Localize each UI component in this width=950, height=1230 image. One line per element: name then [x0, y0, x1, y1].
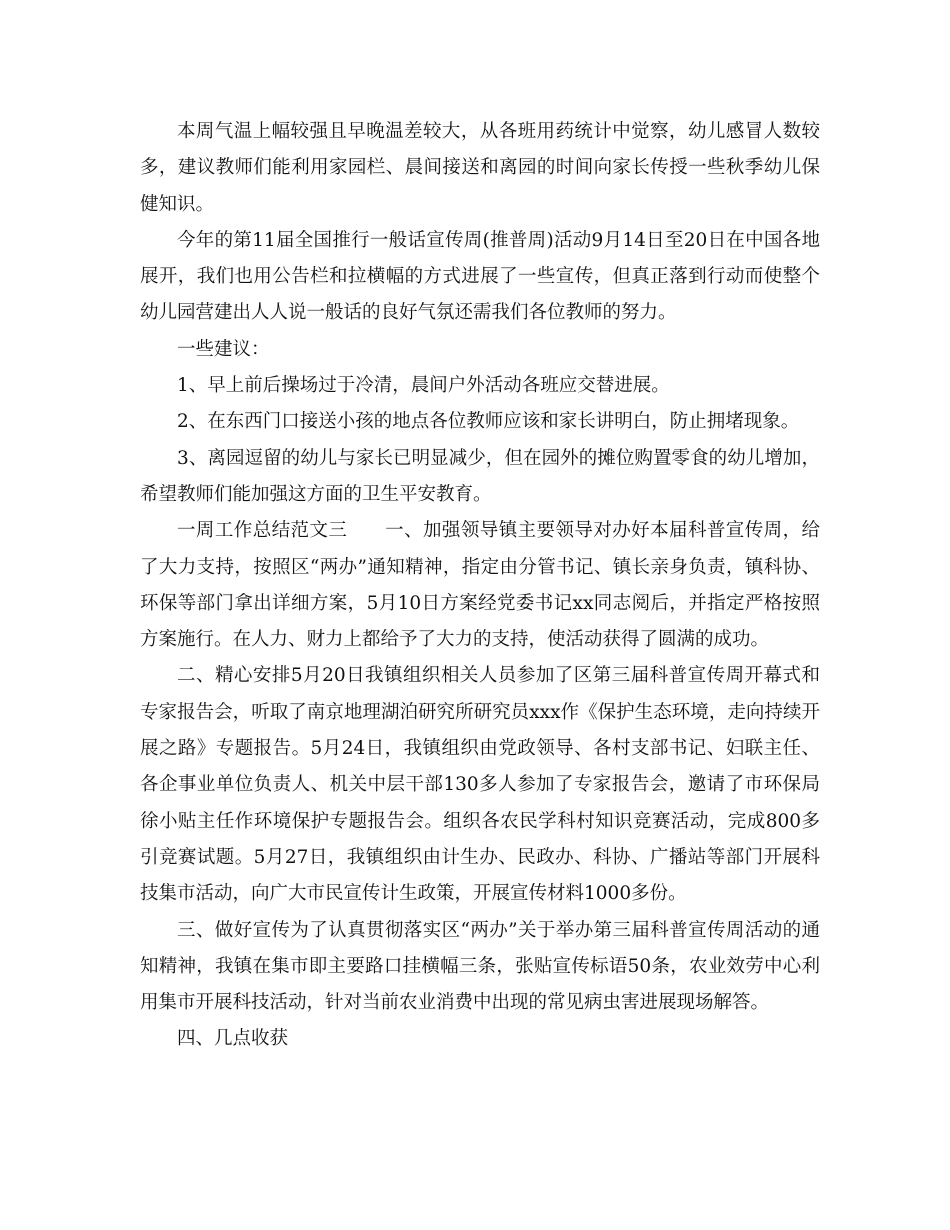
paragraph-suggestion-3: 3、离园逗留的幼儿与家长已明显减少，但在园外的摊位购置零食的幼儿增加，希望教师们能加强这方面的卫生平安教育。: [140, 447, 820, 505]
document-body: [140, 114, 820, 1058]
paragraph-gains-heading: 四、几点收获: [177, 1028, 289, 1050]
paragraph-summary-three-leadership: 一周工作总结范文三 一、加强领导镇主要领导对办好本届科普宣传周，给了大力支持，按照区“两办”通知精神，指定由分管书记、镇长亲身负责，镇科协、环保等部门拿出详细方案，5月10日方案经党委书记xx同志阅后，并指定严格按照方案施行。在人力、财力上都给予了大力的支持，使活动获得了圆满的成功。: [140, 520, 820, 651]
paragraph-suggestion-1: 1、早上前后操场过于冷清，晨间户外活动各班应交替进展。: [177, 375, 670, 397]
paragraph-health-advice: 本周气温上幅较强且早晚温差较大，从各班用药统计中觉察，幼儿感冒人数较多，建议教师们能利用家园栏、晨间接送和离园的时间向家长传授一些秋季幼儿保健知识。: [140, 121, 820, 215]
paragraph-publicity: 三、做好宣传为了认真贯彻落实区“两办”关于举办第三届科普宣传周活动的通知精神，我镇在集市即主要路口挂横幅三条，张贴宣传标语50条，农业效劳中心利用集市开展科技活动，针对当前农业消费中出现的常见病虫害进展现场解答。: [140, 919, 820, 1014]
paragraph-putonghua-week: 今年的第11届全国推行一般话宣传周(推普周)活动9月14日至20日在中国各地展开，我们也用公告栏和拉横幅的方式进展了一些宣传，但真正落到行动而使整个幼儿园营建出人人说一般话的良好气氛还需我们各位教师的努力。: [140, 229, 820, 324]
paragraph-suggestion-2: 2、在东西门口接送小孩的地点各位教师应该和家长讲明白，防止拥堵现象。: [177, 411, 800, 433]
paragraph-careful-arrangement: 二、精心安排5月20日我镇组织相关人员参加了区第三届科普宣传周开幕式和专家报告会，听取了南京地理湖泊研究所研究员xxx作《保护生态环境，走向持续开展之路》专题报告。5月24日，我镇组织由党政领导、各村支部书记、妇联主任、各企事业单位负责人、机关中层干部130多人参加了专家报告会，邀请了市环保局徐小贴主任作环境保护专题报告会。组织各农民学科村知识竞赛活动，完成800多引竞赛试题。5月27日，我镇组织由计生办、民政办、科协、广播站等部门开展科技集市活动，向广大市民宣传计生政策，开展宣传材料1000多份。: [140, 665, 820, 905]
paragraph-suggestions-heading: 一些建议：: [177, 338, 270, 360]
